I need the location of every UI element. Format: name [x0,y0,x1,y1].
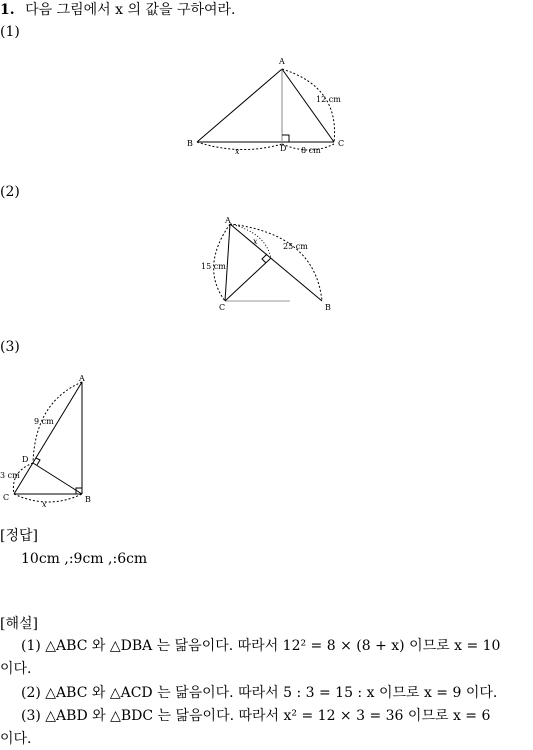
fig1-side-ab [197,69,282,142]
fig2-label-b: B [325,303,331,312]
answer-header: [정답] [0,528,38,544]
fig3-side-ac [14,382,82,494]
fig3-label-a: A [79,374,85,383]
solution-header: [해설] [0,616,38,632]
fig3-label-d: D [22,455,29,464]
fig1-label-a: A [279,57,285,66]
fig1-label-b: B [187,139,193,148]
fig3-label-c: C [3,493,10,502]
solution-line-1b: 이다. [0,661,32,677]
fig3-len-cb: x [42,500,47,509]
fig1-label-c: C [338,139,345,148]
fig1-len-dc: 8 cm [301,146,321,155]
fig2-len-ac: 15 cm [201,262,226,271]
fig1-label-d: D [280,144,287,153]
fig3-label-b: B [85,495,91,504]
fig2-label-a: A [225,216,231,225]
figure-3 [0,372,100,512]
fig2-altitude-cd [225,258,271,301]
part-label-1: (1) [0,24,20,40]
fig1-len-ac: 12 cm [316,95,341,104]
solution-line-2: (2) △ABC 와 △ACD 는 닮음이다. 따라서 5 : 3 = 15 : x 이므로 x = 9 이다. [21,685,498,701]
fig1-side-ac [282,69,334,142]
fig2-len-ab: 25 cm [283,242,308,251]
part-label-3: (3) [0,339,20,355]
fig3-right-angle-mark-d [36,458,40,465]
fig2-right-angle-mark [262,254,267,263]
fig3-len-cd: 3 cm [0,471,20,480]
question-text: 다음 그림에서 x 의 값을 구하여라. [25,2,236,18]
fig2-len-x: x [253,237,258,246]
question-number: 1. [0,2,15,18]
solution-line-3a: (3) △ABD 와 △BDC 는 닮음이다. 따라서 x² = 12 × 3 = 36 이므로 x = 6 [21,708,491,724]
fig3-arc-cb [14,494,82,502]
figure-1 [180,52,360,162]
fig3-altitude-bd [33,463,82,494]
fig2-label-c: C [219,303,226,312]
figure-2 [195,212,345,317]
fig3-len-ad: 9 cm [34,417,54,426]
solution-line-1a: (1) △ABC 와 △DBA 는 닮음이다. 따라서 12² = 8 × (8 + x) 이므로 x = 10 [21,638,501,654]
solution-line-3b: 이다. [0,731,32,747]
part-label-2: (2) [0,184,20,200]
fig1-len-bd: x [235,147,240,156]
question-heading [0,2,236,18]
answer-text: 10cm ,:9cm ,:6cm [21,551,148,567]
fig1-right-angle-mark [282,135,289,142]
